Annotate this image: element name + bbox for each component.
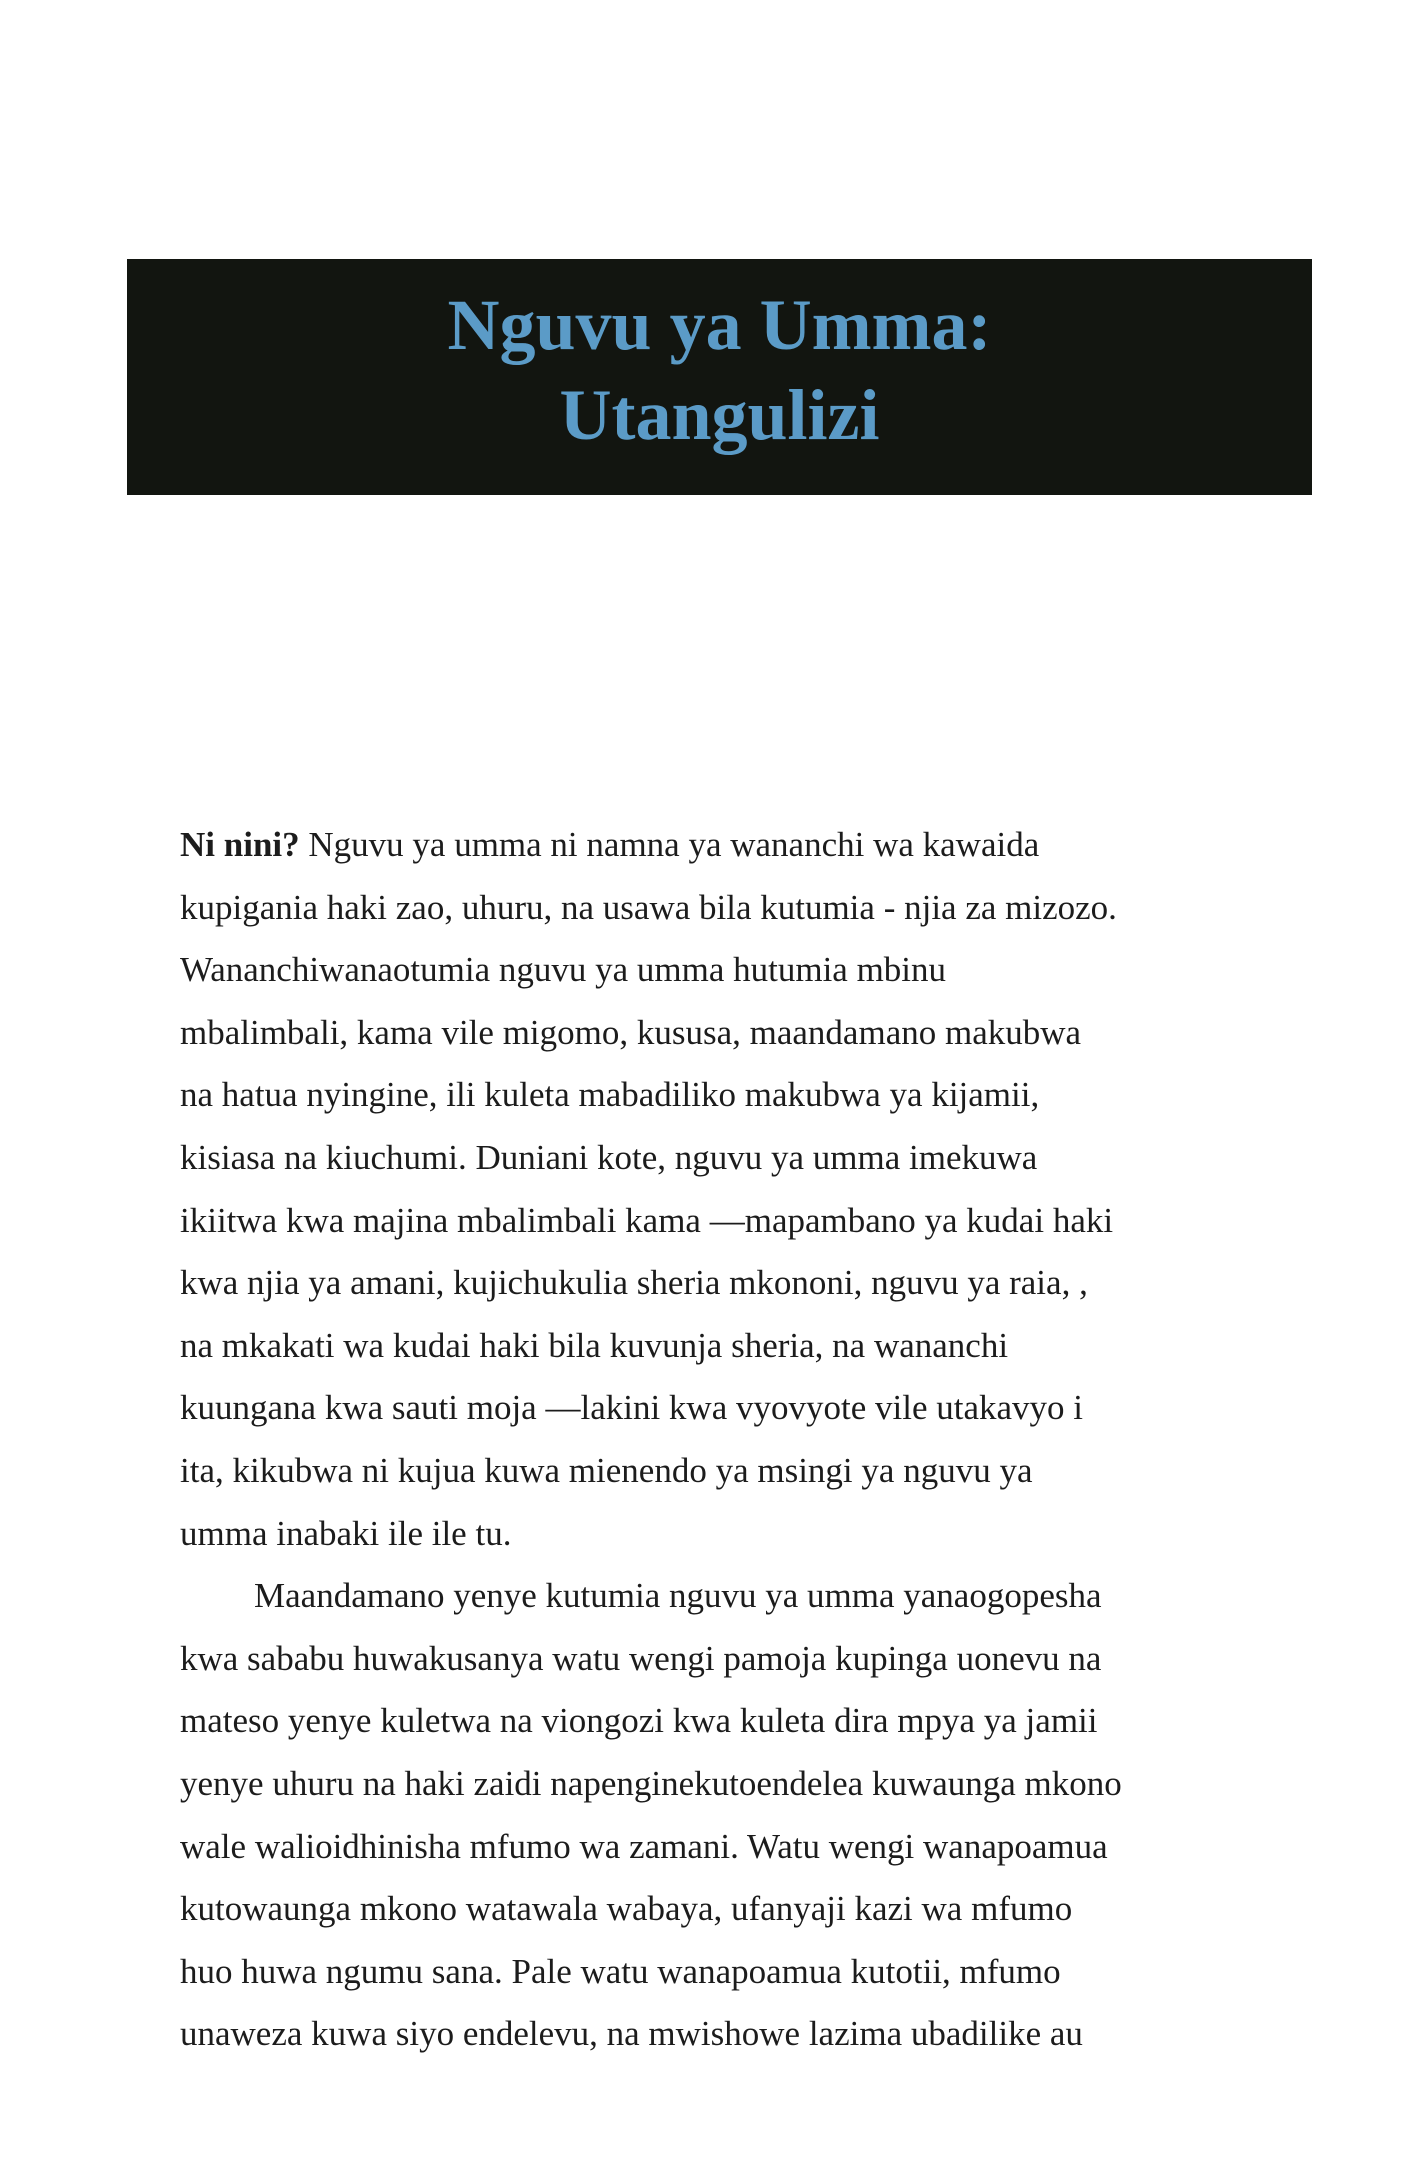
text-line: Maandamano yenye kutumia nguvu ya umma yanaogopesha <box>254 1576 1102 1616</box>
chapter-title-line-2: Utangulizi <box>559 375 880 455</box>
text-line <box>180 814 1260 877</box>
paragraph-2 <box>180 1565 1260 2066</box>
text-line: na hatua nyingine, ili kuleta mabadiliko makubwa ya kijamii, <box>180 1075 1040 1115</box>
chapter-title-banner <box>127 259 1312 495</box>
text-line: kwa njia ya amani, kujichukulia sheria mkononi, nguvu ya raia, , <box>180 1263 1088 1303</box>
text-line: yenye uhuru na haki zaidi napenginekutoendelea kuwaunga mkono <box>180 1763 1122 1803</box>
text-line: kutowaunga mkono watawala wabaya, ufanyaji kazi wa mfumo <box>180 1889 1073 1929</box>
text-line: Wananchiwanaotumia nguvu ya umma hutumia mbinu <box>180 950 947 990</box>
text-line: kisiasa na kiuchumi. Duniani kote, nguvu ya umma imekuwa <box>180 1137 1038 1177</box>
body-text <box>180 814 1260 2066</box>
text-line: mateso yenye kuletwa na viongozi kwa kuleta dira mpya ya jamii <box>180 1701 1098 1741</box>
text-line: na mkakati wa kudai haki bila kuvunja sheria, na wananchi <box>180 1325 1009 1365</box>
text-line: kuungana kwa sauti moja —lakini kwa vyovyote vile utakavyo i <box>180 1388 1083 1428</box>
text-line: umma inabaki ile ile tu. <box>180 1513 512 1553</box>
text-line: kwa sababu huwakusanya watu wengi pamoja kupinga uonevu na <box>180 1638 1102 1678</box>
text-line: unaweza kuwa siyo endelevu, na mwishowe lazima ubadilike au <box>180 2014 1083 2054</box>
text-line: huo huwa ngumu sana. Pale watu wanapoamua kutotii, mfumo <box>180 1951 1061 1991</box>
text-line: ikiitwa kwa majina mbalimbali kama —mapambano ya kudai haki <box>180 1200 1114 1240</box>
text-line-segment: Nguvu ya umma ni namna ya wananchi wa kawaida <box>299 825 1040 864</box>
text-line: mbalimbali, kama vile migomo, kususa, maandamano makubwa <box>180 1012 1082 1052</box>
paragraph-1 <box>180 814 1260 1565</box>
chapter-title-line-1: Nguvu ya Umma: <box>447 285 992 365</box>
text-line: ita, kikubwa ni kujua kuwa mienendo ya msingi ya nguvu ya <box>180 1450 1033 1490</box>
lead-in: Ni nini? <box>180 825 300 864</box>
text-line: wale walioidhinisha mfumo wa zamani. Watu wengi wanapoamua <box>180 1826 1108 1866</box>
text-line: kupigania haki zao, uhuru, na usawa bila kutumia - njia za mizozo. <box>180 887 1117 927</box>
